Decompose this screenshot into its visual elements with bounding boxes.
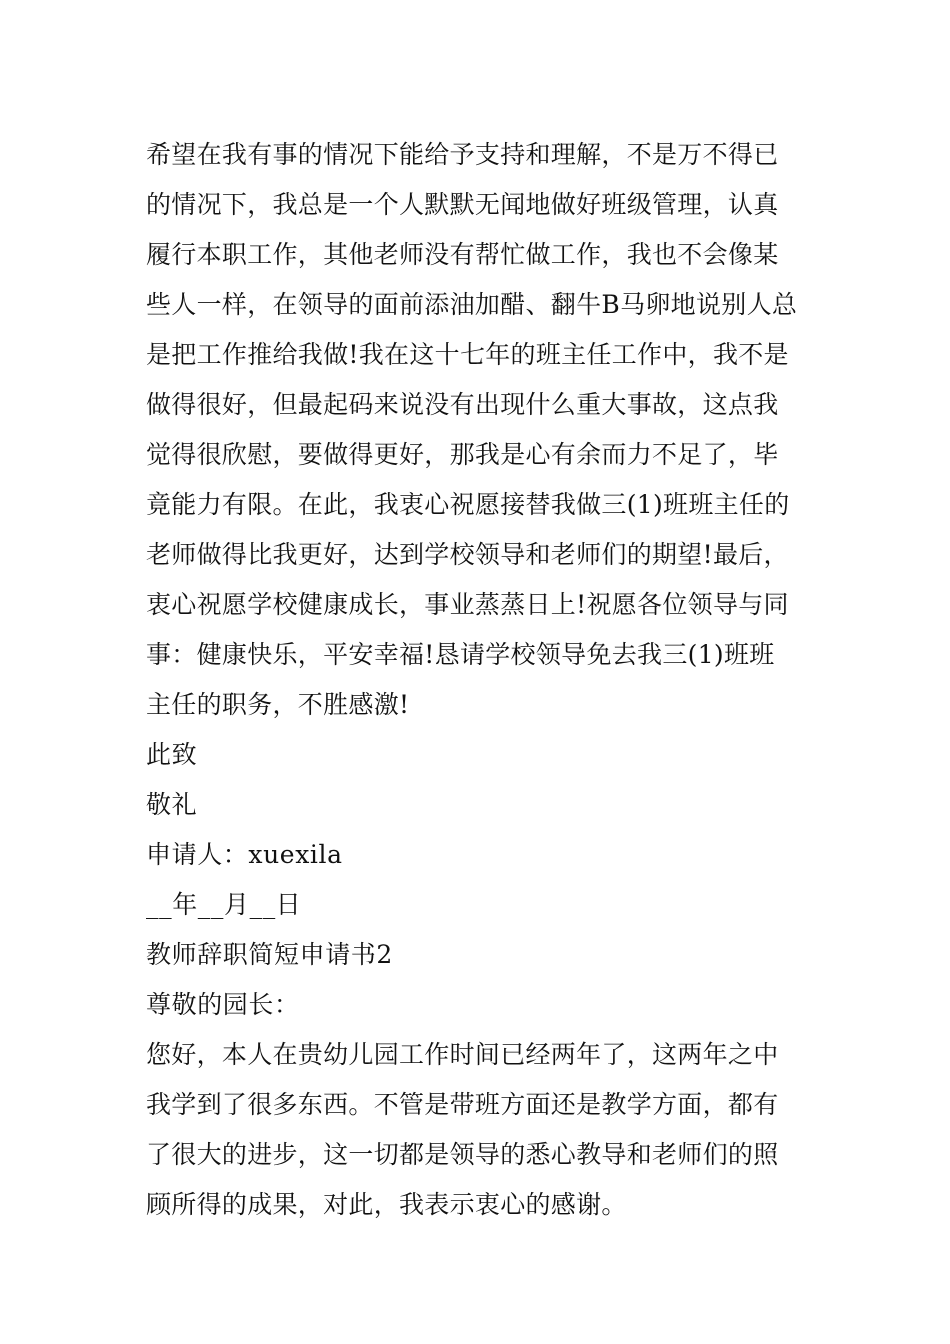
paragraph-line: 是把工作推给我做!我在这十七年的班主任工作中，我不是 <box>146 340 789 369</box>
paragraph-line: 做得很好，但最起码来说没有出现什么重大事故，这点我 <box>146 390 779 419</box>
paragraph-line: 老师做得比我更好，达到学校领导和老师们的期望!最后， <box>146 540 789 569</box>
paragraph-line: 事：健康快乐，平安幸福!恳请学校领导免去我三(1)班班 <box>146 640 775 669</box>
paragraph-line: 顾所得的成果，对此，我表示衷心的感谢。 <box>146 1190 627 1219</box>
paragraph-line: 些人一样，在领导的面前添油加醋、翻牛B马卵地说别人总 <box>146 290 798 319</box>
paragraph-line: 履行本职工作，其他老师没有帮忙做工作，我也不会像某 <box>146 240 779 269</box>
greeting: 尊敬的园长： <box>146 990 300 1019</box>
date-line: __年__月__日 <box>146 890 302 919</box>
paragraph-line: 觉得很欣慰，要做得更好，那我是心有余而力不足了，毕 <box>146 440 779 469</box>
paragraph-line: 主任的职务，不胜感激! <box>146 690 410 719</box>
paragraph-line: 了很大的进步，这一切都是领导的悉心教导和老师们的照 <box>146 1140 779 1169</box>
paragraph-line: 竟能力有限。在此，我衷心祝愿接替我做三(1)班班主任的 <box>146 490 790 519</box>
applicant-signature: 申请人：xuexila <box>146 840 343 869</box>
document-body <box>146 130 808 1230</box>
paragraph-line: 您好，本人在贵幼儿园工作时间已经两年了，这两年之中 <box>146 1040 779 1069</box>
paragraph-line: 希望在我有事的情况下能给予支持和理解，不是万不得已 <box>146 140 779 169</box>
section-title: 教师辞职简短申请书2 <box>146 940 393 969</box>
paragraph-line: 衷心祝愿学校健康成长，事业蒸蒸日上!祝愿各位领导与同 <box>146 590 789 619</box>
closing-respect: 敬礼 <box>146 790 198 819</box>
paragraph-line: 的情况下，我总是一个人默默无闻地做好班级管理，认真 <box>146 190 779 219</box>
paragraph-line: 我学到了很多东西。不管是带班方面还是教学方面，都有 <box>146 1090 779 1119</box>
closing-salutation: 此致 <box>146 740 198 769</box>
